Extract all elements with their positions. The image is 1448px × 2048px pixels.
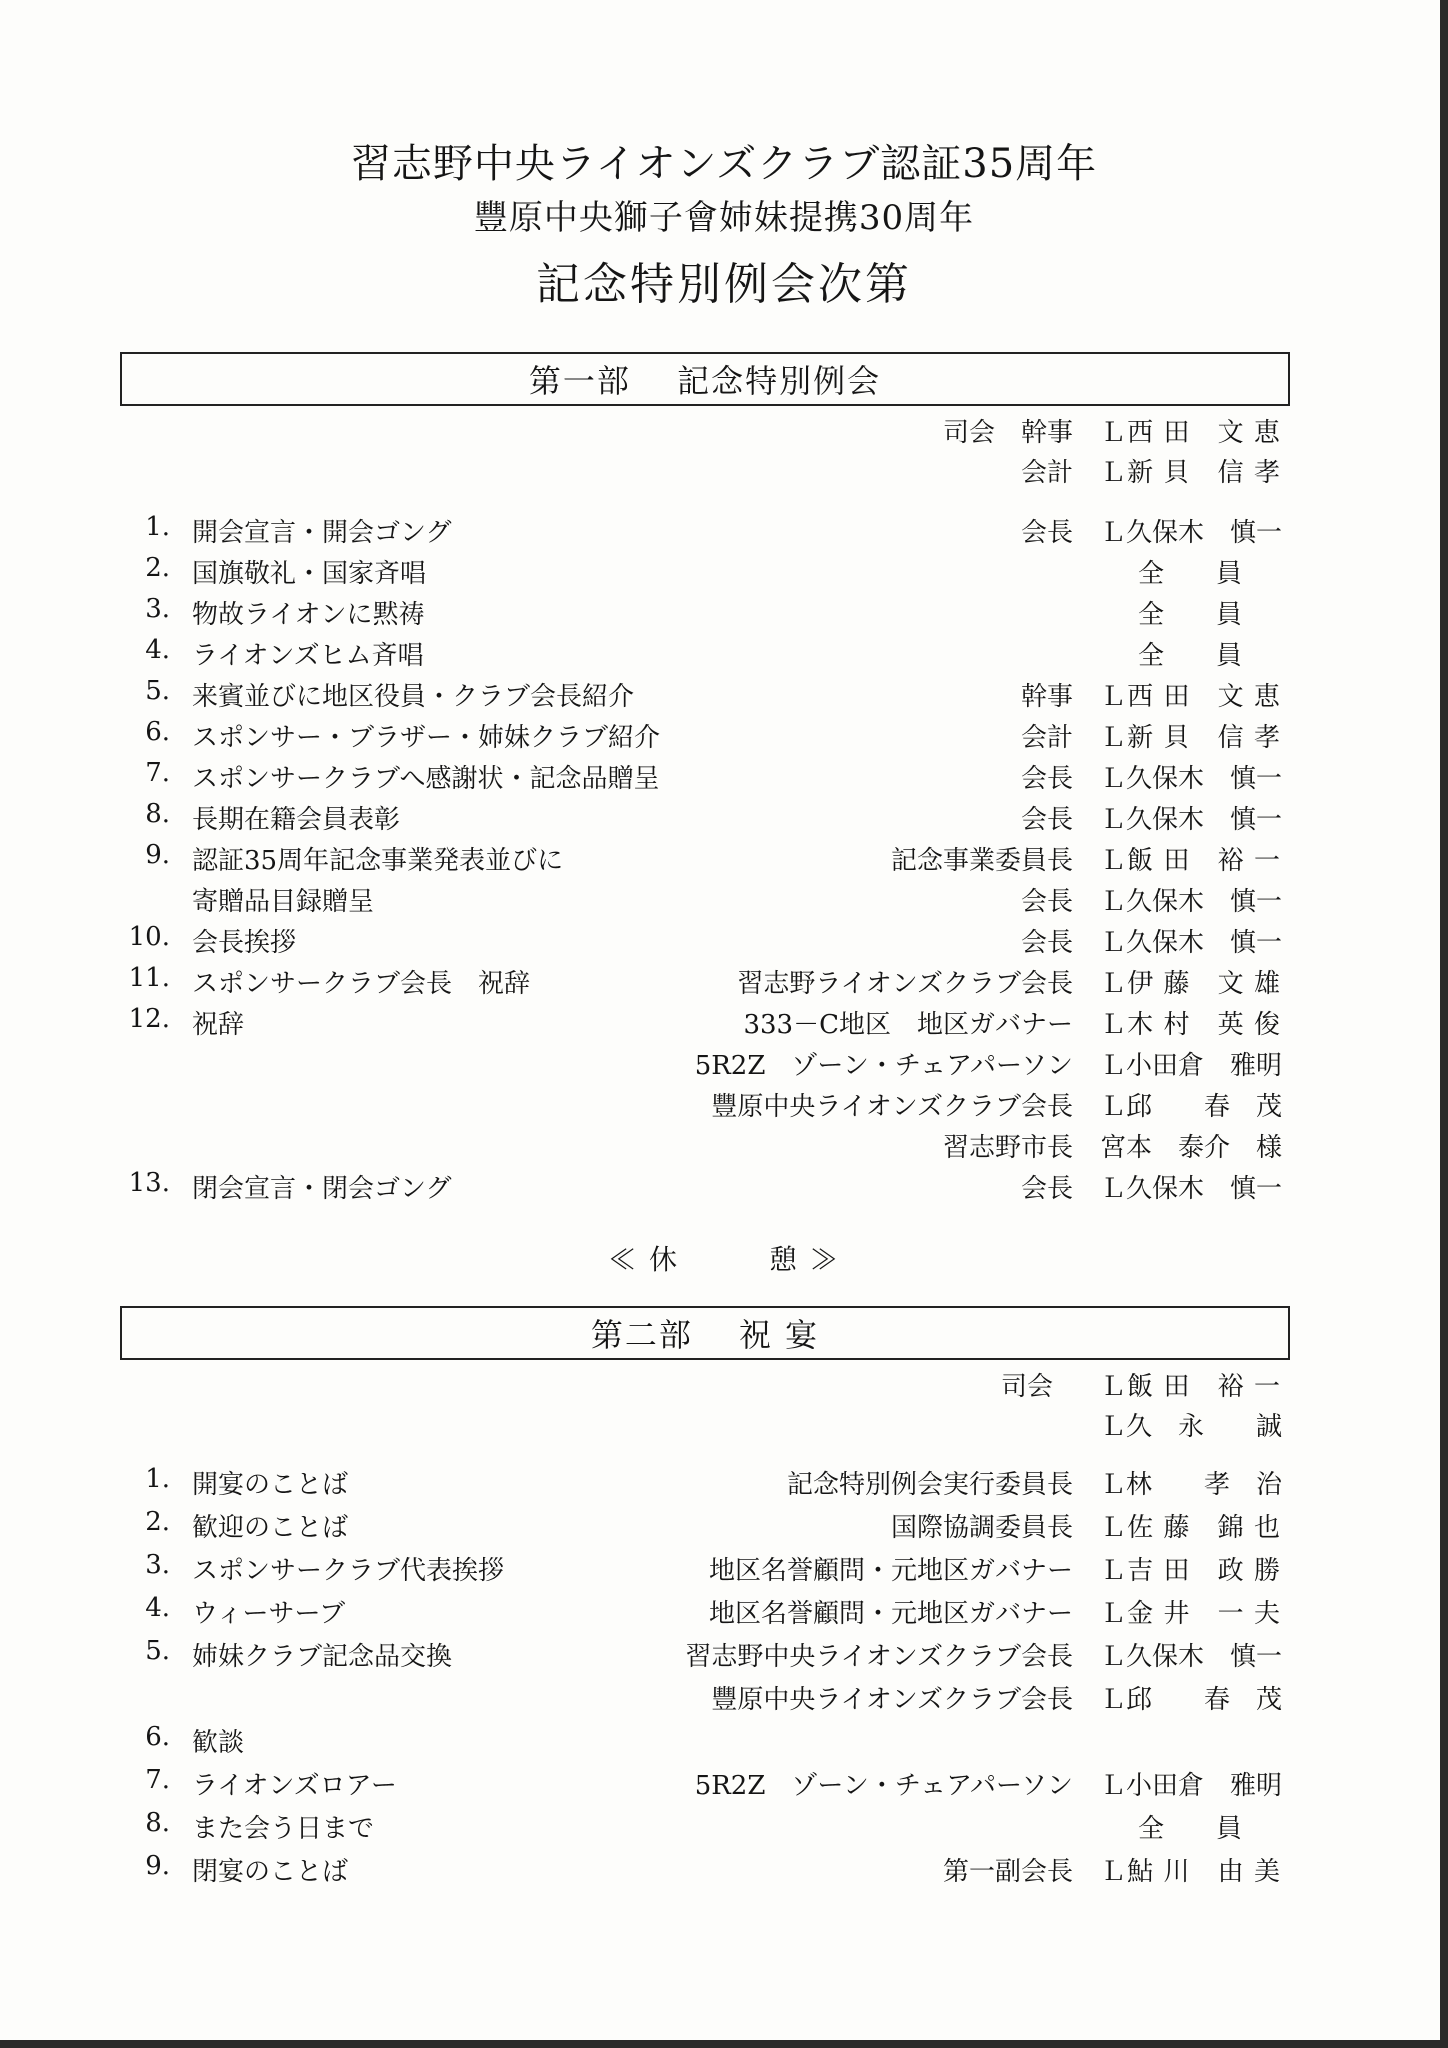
item-name: Ｌ鮎 川 由 美 — [1100, 1857, 1280, 1887]
item-name: 宮本 泰介 様 — [1100, 1133, 1283, 1163]
item-name: Ｌ久保木 慎一 — [1100, 1642, 1283, 1672]
program-row — [0, 1722, 1448, 1762]
item-name: Ｌ佐 藤 錦 也 — [1100, 1513, 1280, 1543]
item-number: 5. — [145, 1636, 170, 1666]
item-name: Ｌ吉 田 政 勝 — [1100, 1556, 1280, 1586]
item-text: 物故ライオンに黙祷 — [192, 600, 425, 630]
program-row — [0, 717, 1448, 757]
item-text: 歓迎のことば — [192, 1513, 349, 1543]
item-number: 4. — [145, 1593, 170, 1623]
program-row — [0, 1808, 1448, 1848]
item-role: 豐原中央ライオンズクラブ会長 — [711, 1685, 1073, 1715]
item-role: 習志野市長 — [942, 1133, 1073, 1163]
item-text: また会う日まで — [192, 1814, 375, 1844]
program-row — [0, 676, 1448, 716]
item-role: 5R2Z ゾーン・チェアパーソン — [694, 1051, 1073, 1081]
item-role: 豐原中央ライオンズクラブ会長 — [711, 1092, 1073, 1122]
item-text: スポンサークラブへ感謝状・記念品贈呈 — [192, 764, 660, 794]
item-name: 全 員 — [1137, 641, 1242, 671]
item-name: Ｌ久保木 慎一 — [1100, 518, 1283, 548]
item-text: 祝辞 — [192, 1010, 245, 1040]
item-role: 記念事業委員長 — [890, 846, 1073, 876]
program-row — [0, 1464, 1448, 1504]
part1-emcee-row — [0, 452, 1448, 492]
program-row — [0, 1507, 1448, 1547]
program-row — [0, 881, 1448, 921]
item-name: Ｌ小田倉 雅明 — [1100, 1051, 1283, 1081]
item-number: 2. — [145, 1507, 170, 1537]
program-row — [0, 1851, 1448, 1891]
item-role: 5R2Z ゾーン・チェアパーソン — [694, 1771, 1073, 1801]
program-row — [0, 1550, 1448, 1590]
item-text: 開宴のことば — [192, 1470, 349, 1500]
item-number: 10. — [128, 922, 170, 952]
item-role: 地区名誉顧問・元地区ガバナー — [708, 1599, 1073, 1629]
item-role: 会長 — [1020, 805, 1073, 835]
program-row — [0, 799, 1448, 839]
item-name: Ｌ伊 藤 文 雄 — [1100, 969, 1280, 999]
program-row — [0, 594, 1448, 634]
program-row — [0, 635, 1448, 675]
item-role: 第一副会長 — [942, 1857, 1073, 1887]
item-name: Ｌ金 井 一 夫 — [1100, 1599, 1280, 1629]
item-text: スポンサークラブ会長 祝辞 — [192, 969, 531, 999]
item-name: 全 員 — [1137, 1814, 1242, 1844]
item-role: 会長 — [1020, 1174, 1073, 1204]
emcee-name: Ｌ新 貝 信 孝 — [1100, 458, 1280, 488]
item-text: ライオンズロアー — [192, 1771, 397, 1801]
item-text: 閉会宣言・閉会ゴング — [192, 1174, 452, 1204]
emcee-name: Ｌ西 田 文 恵 — [1100, 418, 1280, 448]
program-row — [0, 1636, 1448, 1676]
item-number: 4. — [145, 635, 170, 665]
item-number: 3. — [145, 1550, 170, 1580]
intermission-label: ≪ 休 憩 ≫ — [608, 1243, 840, 1276]
item-name: Ｌ新 貝 信 孝 — [1100, 723, 1280, 753]
item-number: 6. — [145, 1722, 170, 1752]
program-row — [0, 840, 1448, 880]
item-text: 来賓並びに地区役員・クラブ会長紹介 — [192, 682, 635, 712]
program-row — [0, 1045, 1448, 1085]
part2-emcee-row — [0, 1406, 1448, 1446]
program-row — [0, 1593, 1448, 1633]
item-text: 姉妹クラブ記念品交換 — [192, 1642, 453, 1672]
item-text: 寄贈品目録贈呈 — [192, 887, 375, 917]
item-text: 国旗敬礼・国家斉唱 — [192, 559, 427, 589]
item-role: 会長 — [1020, 764, 1073, 794]
item-number: 9. — [145, 840, 170, 870]
item-name: Ｌ久保木 慎一 — [1100, 887, 1283, 917]
program-row — [0, 963, 1448, 1003]
item-role: 333－C地区 地区ガバナー — [743, 1010, 1073, 1040]
item-number: 2. — [145, 553, 170, 583]
item-name: Ｌ久保木 慎一 — [1100, 805, 1283, 835]
item-number: 7. — [145, 758, 170, 788]
part2-heading: 第二部 祝 宴 — [120, 1306, 1290, 1360]
program-row — [0, 922, 1448, 962]
program-row — [0, 553, 1448, 593]
item-name: Ｌ邱 春 茂 — [1100, 1092, 1283, 1122]
header-title-line1: 習志野中央ライオンズクラブ認証35周年 — [350, 141, 1098, 187]
item-text: ライオンズヒム斉唱 — [192, 641, 424, 671]
item-name: 全 員 — [1137, 559, 1242, 589]
item-name: Ｌ西 田 文 恵 — [1100, 682, 1280, 712]
item-number: 8. — [145, 799, 170, 829]
emcee-name: Ｌ久 永 誠 — [1100, 1412, 1283, 1442]
item-number: 5. — [145, 676, 170, 706]
program-row — [0, 1086, 1448, 1126]
item-name: 全 員 — [1137, 600, 1242, 630]
item-text: 認証35周年記念事業発表並びに — [192, 846, 564, 876]
program-row — [0, 1168, 1448, 1208]
item-number: 8. — [145, 1808, 170, 1838]
item-number: 9. — [145, 1851, 170, 1881]
item-name: Ｌ小田倉 雅明 — [1100, 1771, 1283, 1801]
item-text: スポンサー・ブラザー・姉妹クラブ紹介 — [192, 723, 661, 753]
emcee-role: 司会 幹事 — [942, 418, 1073, 448]
item-role: 会計 — [1020, 723, 1073, 753]
emcee-role: 司会 — [1000, 1372, 1053, 1402]
program-row — [0, 758, 1448, 798]
item-name: Ｌ飯 田 裕 一 — [1100, 846, 1280, 876]
item-text: 長期在籍会員表彰 — [192, 805, 401, 835]
item-name: Ｌ林 孝 治 — [1100, 1470, 1283, 1500]
item-name: Ｌ木 村 英 俊 — [1100, 1010, 1280, 1040]
item-role: 習志野ライオンズクラブ会長 — [737, 969, 1073, 999]
item-text: 会長挨拶 — [192, 928, 297, 958]
part2-emcee-row — [0, 1366, 1448, 1406]
item-role: 記念特別例会実行委員長 — [786, 1470, 1073, 1500]
item-role: 習志野中央ライオンズクラブ会長 — [685, 1642, 1073, 1672]
program-row — [0, 1679, 1448, 1719]
emcee-name: Ｌ飯 田 裕 一 — [1100, 1372, 1280, 1402]
item-name: Ｌ久保木 慎一 — [1100, 928, 1283, 958]
item-name: Ｌ久保木 慎一 — [1100, 764, 1283, 794]
item-role: 会長 — [1020, 928, 1073, 958]
item-number: 3. — [145, 594, 170, 624]
part1-heading: 第一部 記念特別例会 — [120, 352, 1290, 406]
item-text: ウィーサーブ — [192, 1599, 346, 1629]
program-row — [0, 512, 1448, 552]
program-row — [0, 1765, 1448, 1805]
item-name: Ｌ久保木 慎一 — [1100, 1174, 1283, 1204]
item-role: 国際協調委員長 — [890, 1513, 1073, 1543]
item-number: 13. — [128, 1168, 170, 1198]
item-role: 地区名誉顧問・元地区ガバナー — [708, 1556, 1073, 1586]
header-title-line3: 記念特別例会次第 — [536, 259, 912, 310]
item-text: スポンサークラブ代表挨拶 — [192, 1556, 505, 1586]
item-role: 会長 — [1020, 887, 1073, 917]
item-number: 7. — [145, 1765, 170, 1795]
item-text: 閉宴のことば — [192, 1857, 349, 1887]
item-role: 幹事 — [1020, 682, 1073, 712]
program-row — [0, 1004, 1448, 1044]
item-role: 会長 — [1020, 518, 1073, 548]
item-number: 11. — [128, 963, 170, 993]
item-number: 1. — [145, 512, 170, 542]
part1-emcee-row — [0, 412, 1448, 452]
item-number: 6. — [145, 717, 170, 747]
emcee-role: 会計 — [1020, 458, 1073, 488]
item-number: 12. — [128, 1004, 170, 1034]
item-text: 歓談 — [192, 1728, 245, 1758]
program-row — [0, 1127, 1448, 1167]
item-text: 開会宣言・開会ゴング — [192, 518, 452, 548]
item-number: 1. — [145, 1464, 170, 1494]
header-title-line2: 豐原中央獅子會姉妹提携30周年 — [473, 198, 975, 238]
item-name: Ｌ邱 春 茂 — [1100, 1685, 1283, 1715]
